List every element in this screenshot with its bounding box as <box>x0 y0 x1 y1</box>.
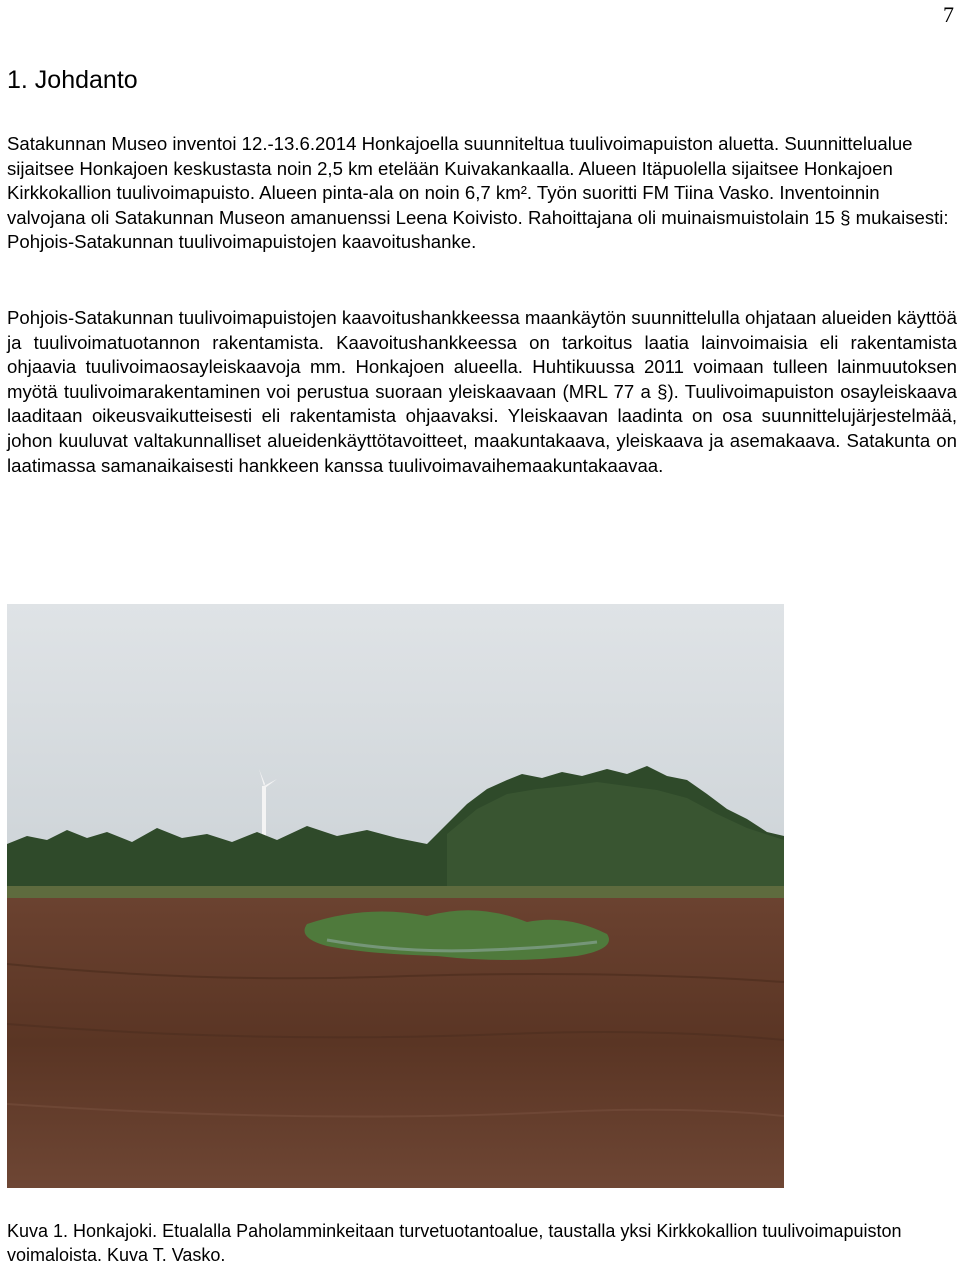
figure-photo <box>7 604 784 1188</box>
figure-caption: Kuva 1. Honkajoki. Etualalla Paholamminkeitaan turvetuotantoalue, taustalla yksi Kirkkokallion tuulivoimapuiston voimaloista. Kuva T. Vasko. <box>7 1221 902 1265</box>
intro-paragraph: Satakunnan Museo inventoi 12.-13.6.2014 Honkajoella suunniteltua tuulivoimapuiston aluetta. Suunnittelualue sijaitsee Honkajoen keskustasta noin 2,5 km etelään Kuivakankaalla. Alueen Itäpuolella sijaitsee Honkajoen Kirkkokallion tuulivoimapuisto. Alueen pinta-ala on noin 6,7 km². Työn suoritti FM Tiina Vasko. Inventoinnin valvojana oli Satakunnan Museon amanuenssi Leena Koivisto. Rahoittajana oli muinaismuistolain 15 § mukaisesti: Pohjois-Satakunnan tuulivoimapuistojen kaavoitushanke. <box>7 133 949 253</box>
planning-paragraph: Pohjois-Satakunnan tuulivoimapuistojen kaavoitushankkeessa maankäytön suunnittelulla ohjataan alueiden käyttöä ja tuulivoimatuotannon rakentamista. Kaavoitushankkeessa on tarkoitus laatia lainvoimaisia eli rakentamista ohjaavia tuulivoimaosayleiskaavoja mm. Honkajoen alueella. Huhtikuussa 2011 voimaan tulleen lainmuutoksen myötä tuulivoimarakentaminen voi perustua suoraan yleiskaavaan (MRL 77 a §). Tuulivoimapuiston osayleiskaava laaditaan oikeusvaikutteisesti eli rakentamista ohjaavaksi. Yleiskaavan laadinta on osa suunnittelujärjestelmää, johon kuuluvat valtakunnalliset alueidenkäyttötavoitteet, maakuntakaava, yleiskaava ja asemakaava. Satakunta on laatimassa samanaikaisesti hankkeen kanssa tuulivoimavaihemaakuntakaavaa. <box>7 307 957 476</box>
page-number: 7 <box>943 2 954 27</box>
field-strip <box>7 886 784 900</box>
section-heading: 1. Johdanto <box>7 66 138 94</box>
